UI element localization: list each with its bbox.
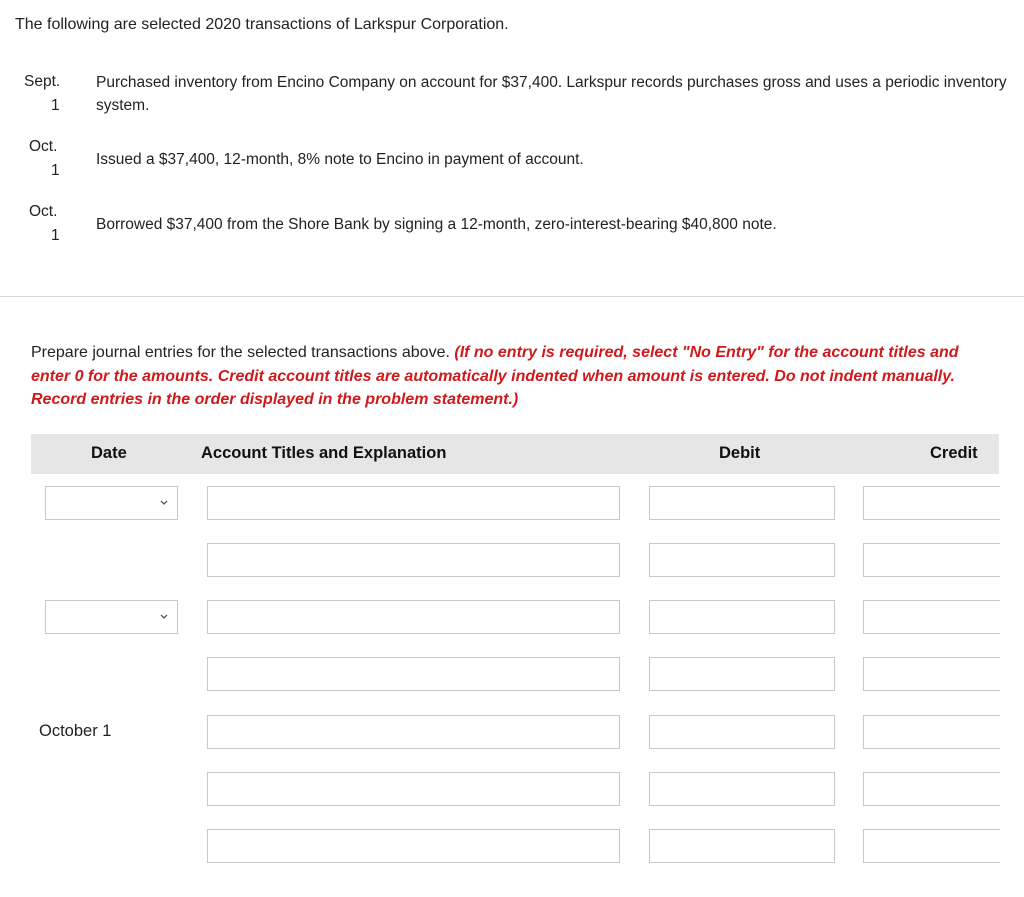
account-title-input-4[interactable] [207, 657, 620, 691]
txn-1-description: Purchased inventory from Encino Company on account for $37,400. Larkspur records purchases gross and uses a periodic inventory system. [96, 74, 1007, 114]
credit-input-7[interactable] [863, 829, 1000, 863]
account-title-input-7[interactable] [207, 829, 620, 863]
credit-input-3[interactable] [863, 600, 1000, 634]
txn-2-day: 1 [51, 162, 60, 179]
credit-input-1[interactable] [863, 486, 1000, 520]
instructions-text: Prepare journal entries for the selected transactions above. [31, 344, 450, 361]
instructions-note: (If no entry is required, select "No Entry" for the account titles and enter 0 for the amounts. Credit account titles are automatically indented when amount is entered. Do not indent manually. Record entries in the order displayed in the problem statement.) [31, 344, 959, 408]
txn-3-month: Oct. [29, 203, 58, 220]
debit-input-5[interactable] [649, 715, 835, 749]
section-divider [0, 296, 1024, 297]
chevron-down-icon [157, 608, 171, 626]
txn-3-description: Borrowed $37,400 from the Shore Bank by signing a 12-month, zero-interest-bearing $40,800 note. [96, 216, 777, 233]
header-debit: Debit [719, 444, 761, 462]
txn-2-description: Issued a $37,400, 12-month, 8% note to Encino in payment of account. [96, 151, 584, 168]
txn-3-day: 1 [51, 227, 60, 244]
debit-input-7[interactable] [649, 829, 835, 863]
debit-input-6[interactable] [649, 772, 835, 806]
intro-text: The following are selected 2020 transactions of Larkspur Corporation. [15, 16, 509, 33]
date-select-2[interactable] [45, 600, 178, 634]
debit-input-1[interactable] [649, 486, 835, 520]
debit-input-3[interactable] [649, 600, 835, 634]
txn-2-month: Oct. [29, 138, 58, 155]
credit-input-2[interactable] [863, 543, 1000, 577]
chevron-down-icon [157, 494, 171, 512]
date-select-1[interactable] [45, 486, 178, 520]
header-account: Account Titles and Explanation [201, 444, 447, 462]
date-label-october-1: October 1 [39, 722, 112, 740]
header-date: Date [91, 444, 127, 462]
txn-1-month: Sept. [24, 73, 61, 90]
debit-input-2[interactable] [649, 543, 835, 577]
account-title-input-2[interactable] [207, 543, 620, 577]
account-title-input-6[interactable] [207, 772, 620, 806]
credit-input-5[interactable] [863, 715, 1000, 749]
instructions [31, 341, 1001, 412]
txn-1-day: 1 [51, 97, 60, 114]
account-title-input-5[interactable] [207, 715, 620, 749]
header-credit: Credit [930, 444, 978, 462]
credit-input-6[interactable] [863, 772, 1000, 806]
account-title-input-1[interactable] [207, 486, 620, 520]
credit-input-4[interactable] [863, 657, 1000, 691]
account-title-input-3[interactable] [207, 600, 620, 634]
debit-input-4[interactable] [649, 657, 835, 691]
journal-table-header [31, 434, 999, 474]
